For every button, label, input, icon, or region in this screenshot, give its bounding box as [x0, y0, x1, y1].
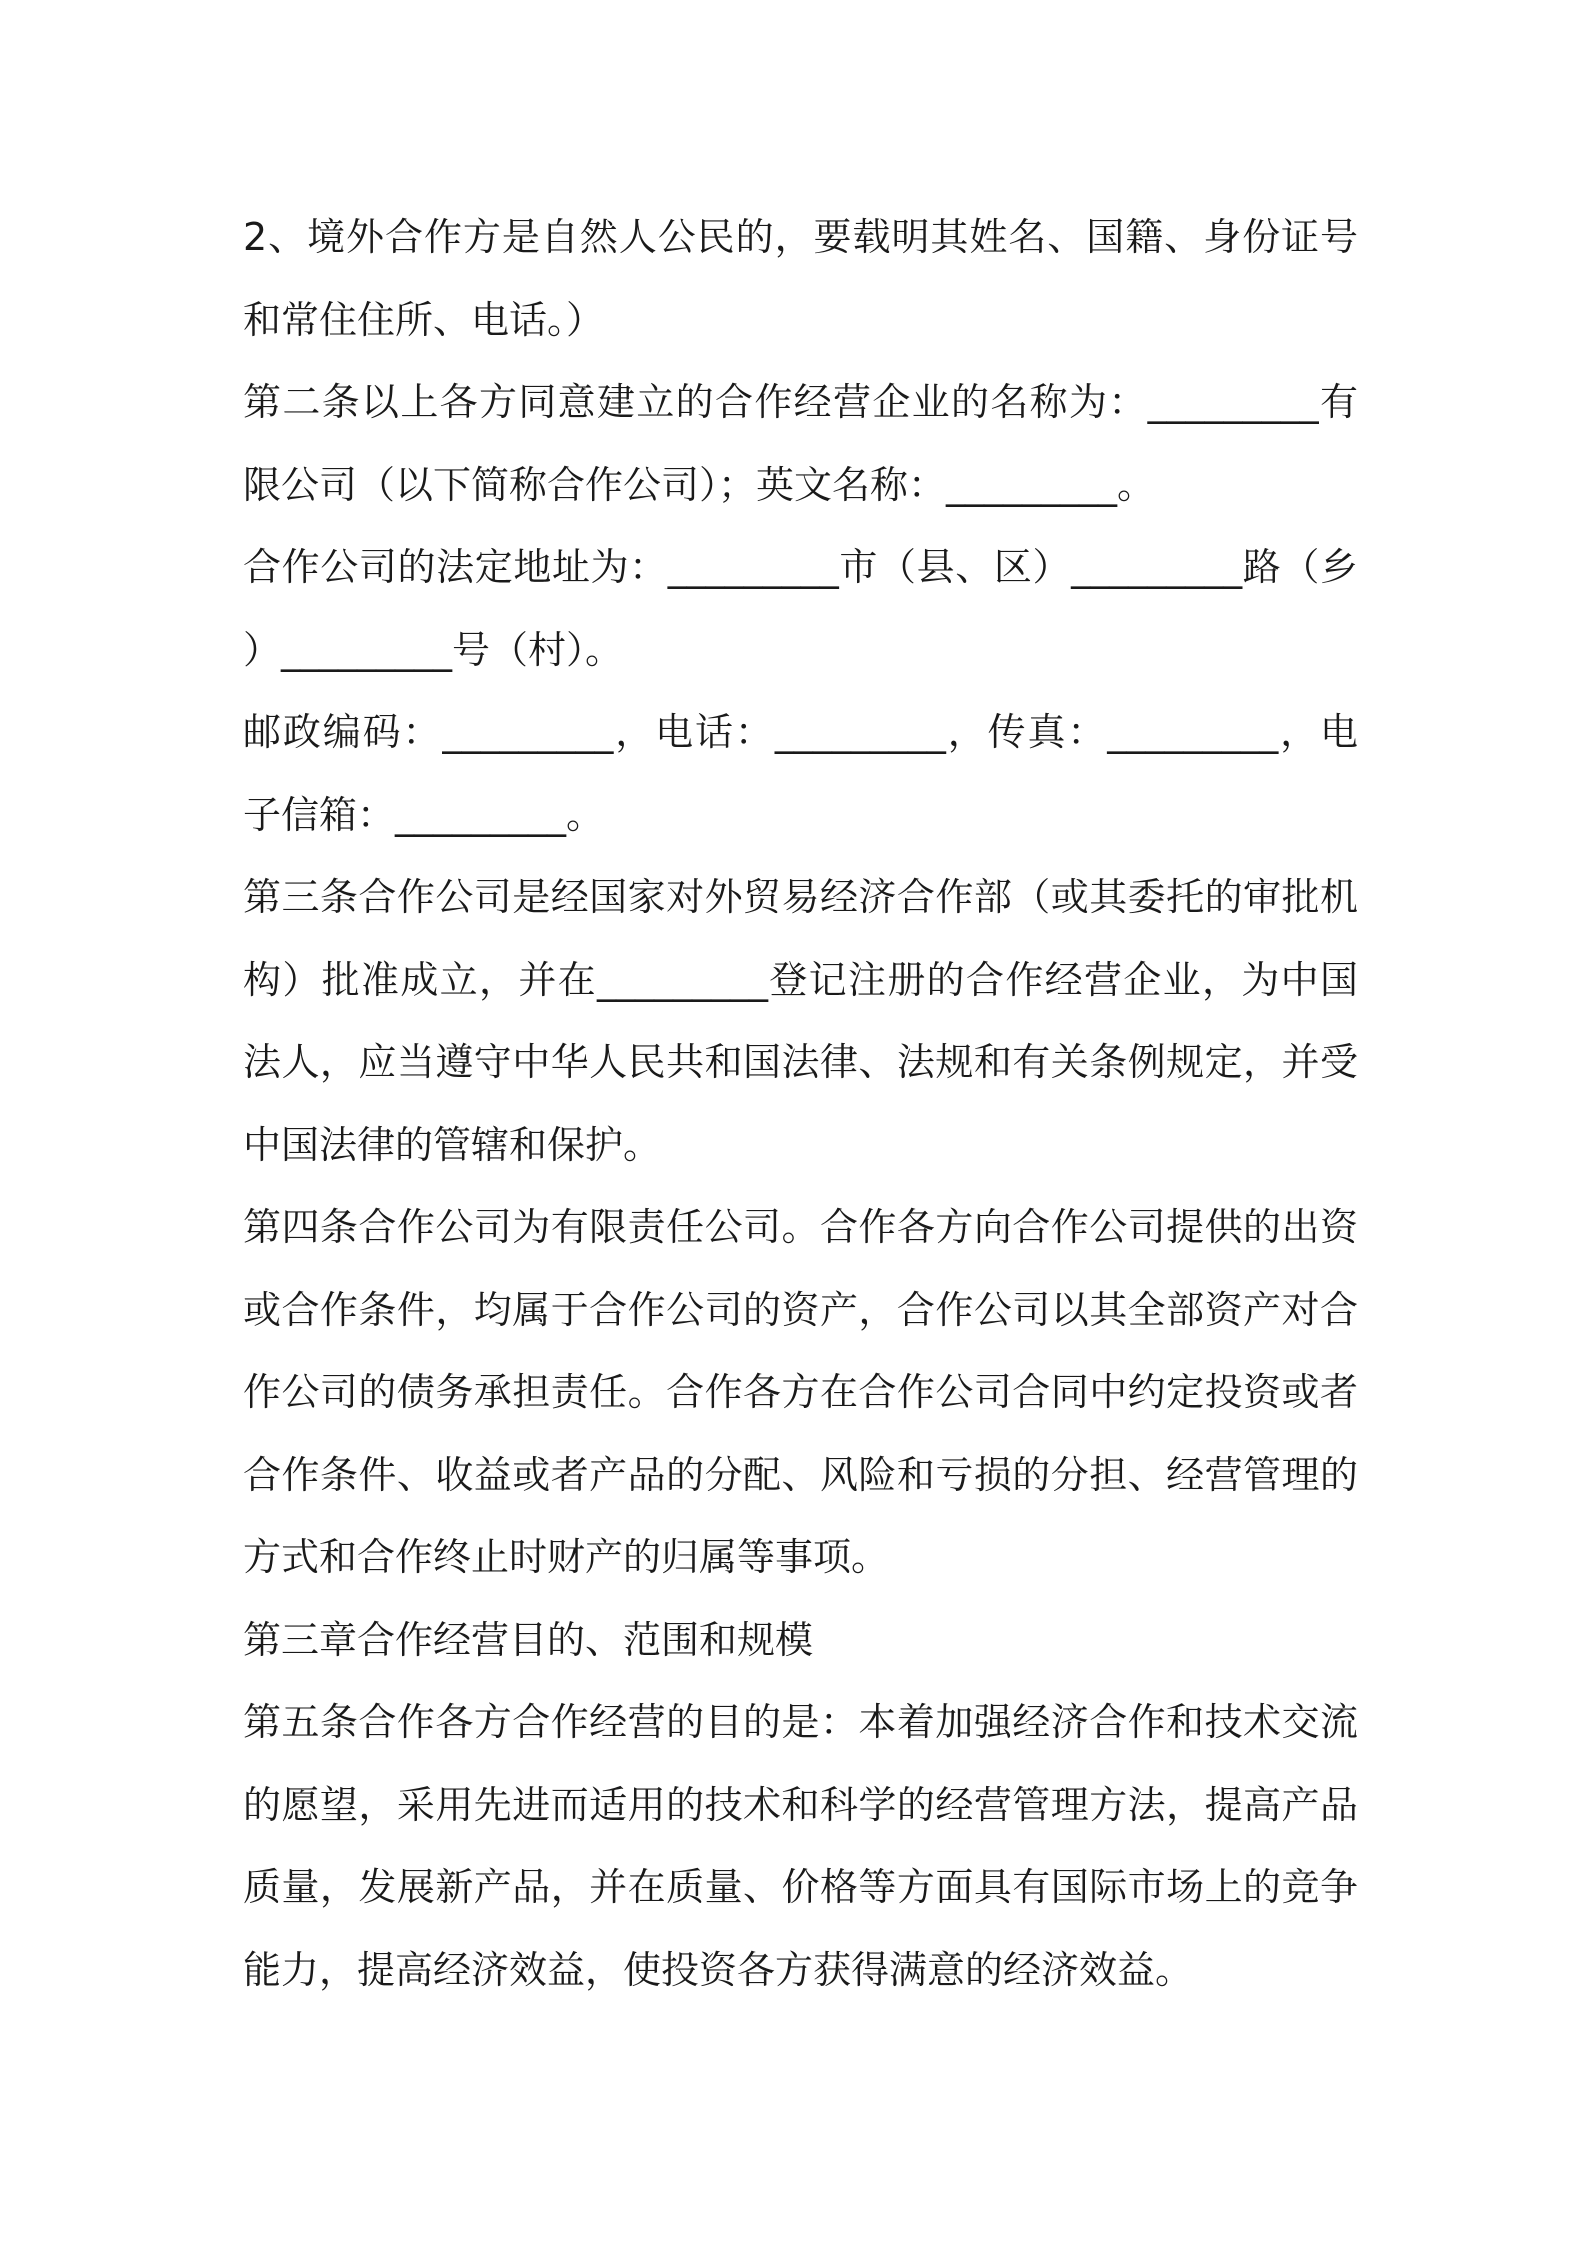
- paragraph-legal-address: 合作公司的法定地址为：_________市（县、区）_________路（乡）_________号（村）。: [243, 545, 1358, 672]
- paragraph-article-5: 第五条合作各方合作经营的目的是：本着加强经济合作和技术交流的愿望，采用先进而适用的技术和科学的经营管理方法，提高产品质量，发展新产品，并在质量、价格等方面具有国际市场上的竞争能力，提高经济效益，使投资各方获得满意的经济效益。: [243, 1700, 1358, 1992]
- chapter-3-heading: 第三章合作经营目的、范围和规模: [243, 1617, 814, 1662]
- paragraph-article-4: 第四条合作公司为有限责任公司。合作各方向合作公司提供的出资或合作条件，均属于合作公司的资产，合作公司以其全部资产对合作公司的债务承担责任。合作各方在合作公司合同中约定投资或者合作条件、收益或者产品的分配、风险和亏损的分担、经营管理的方式和合作终止时财产的归属等事项。: [243, 1205, 1358, 1579]
- paragraph-article-3: 第三条合作公司是经国家对外贸易经济合作部（或其委托的审批机构）批准成立，并在_________登记注册的合作经营企业，为中国法人，应当遵守中华人民共和国法律、法规和有关条例规定，并受中国法律的管辖和保护。: [243, 875, 1358, 1167]
- paragraph-natural-person-clause: 2、境外合作方是自然人公民的，要载明其姓名、国籍、身份证号和常住住所、电话。）: [243, 215, 1358, 342]
- paragraph-article-2-company-name: 第二条以上各方同意建立的合作经营企业的名称为：_________有限公司（以下简称合作公司）；英文名称：_________。: [243, 380, 1358, 507]
- paragraph-contact-info: 邮政编码：_________，电话：_________，传真：_________，电子信箱：_________。: [243, 710, 1358, 837]
- document-body: [243, 196, 1358, 2011]
